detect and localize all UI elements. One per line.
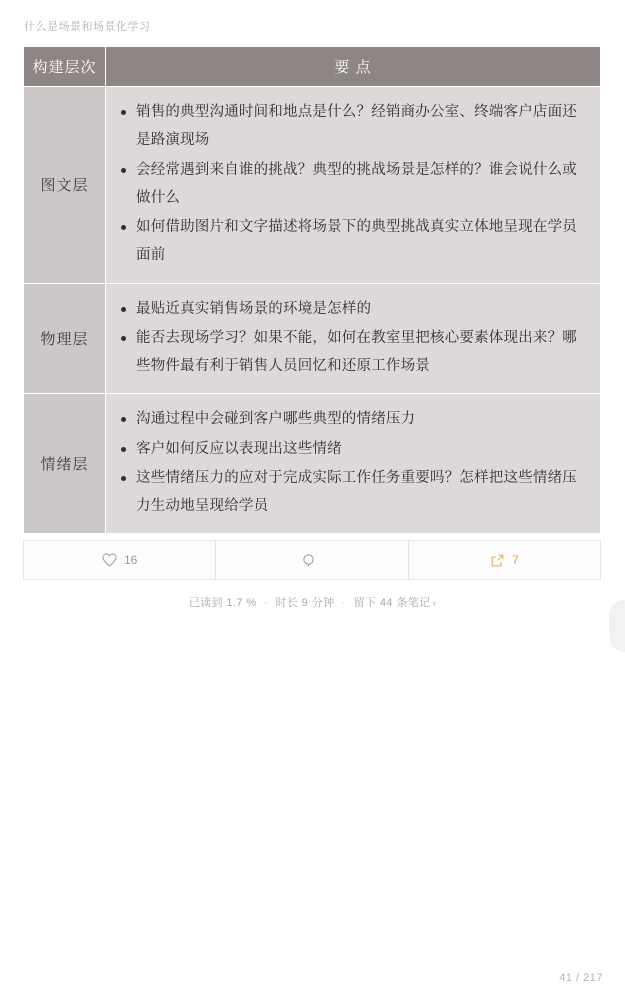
column-header-level: 构建层次: [24, 47, 106, 87]
progress-duration: 时长 9 分钟: [275, 597, 335, 609]
progress-read: 已读到 1.7 %: [188, 597, 257, 609]
separator: ·: [342, 597, 347, 609]
side-drawer-handle[interactable]: [609, 600, 625, 652]
share-count: 7: [511, 553, 519, 567]
share-button[interactable]: [409, 540, 601, 580]
separator: ·: [263, 597, 269, 609]
row-level-label: 情绪层: [24, 394, 106, 534]
like-button[interactable]: [23, 540, 216, 580]
list-item: 最贴近真实销售场景的环境是怎样的: [134, 295, 586, 323]
row-points: [106, 87, 601, 284]
table-header-row: [24, 47, 601, 87]
row-points: [106, 394, 601, 534]
table-row: [24, 87, 601, 284]
column-header-points: 要 点: [106, 47, 601, 87]
list-item: 客户如何反应以表现出这些情绪: [134, 435, 586, 463]
list-item: 销售的典型沟通时间和地点是什么？经销商办公室、终端客户店面还是路演现场: [134, 98, 586, 155]
like-count: 16: [123, 553, 138, 567]
progress-notes[interactable]: 留下 44 条笔记: [353, 597, 431, 609]
heart-icon: [102, 553, 117, 567]
row-points: [106, 283, 601, 394]
row-level-label: 图文层: [24, 87, 106, 284]
comment-icon: [301, 553, 316, 568]
list-item: 能否去现场学习？如果不能，如何在教室里把核心要素体现出来？哪些物件最有利于销售人员回忆和还原工作场景: [134, 324, 586, 381]
chevron-right-icon[interactable]: ›: [432, 598, 437, 609]
framework-table: [23, 46, 601, 534]
list-item: 如何借助图片和文字描述将场景下的典型挑战真实立体地呈现在学员面前: [134, 213, 586, 270]
comment-button[interactable]: [216, 540, 408, 580]
list-item: 会经常遇到来自谁的挑战？典型的挑战场景是怎样的？谁会说什么或做什么: [134, 156, 586, 213]
row-level-label: 物理层: [24, 283, 106, 394]
page-title: 什么是场景和场景化学习: [24, 21, 151, 33]
list-item: 这些情绪压力的应对于完成实际工作任务重要吗？怎样把这些情绪压力生动地呈现给学员: [134, 464, 586, 521]
reading-progress[interactable]: [0, 594, 625, 610]
table-row: [24, 283, 601, 394]
table-row: [24, 394, 601, 534]
page-indicator: 41 / 217: [559, 972, 603, 984]
action-bar: [23, 540, 601, 580]
share-icon: [490, 553, 505, 568]
list-item: 沟通过程中会碰到客户哪些典型的情绪压力: [134, 405, 586, 433]
